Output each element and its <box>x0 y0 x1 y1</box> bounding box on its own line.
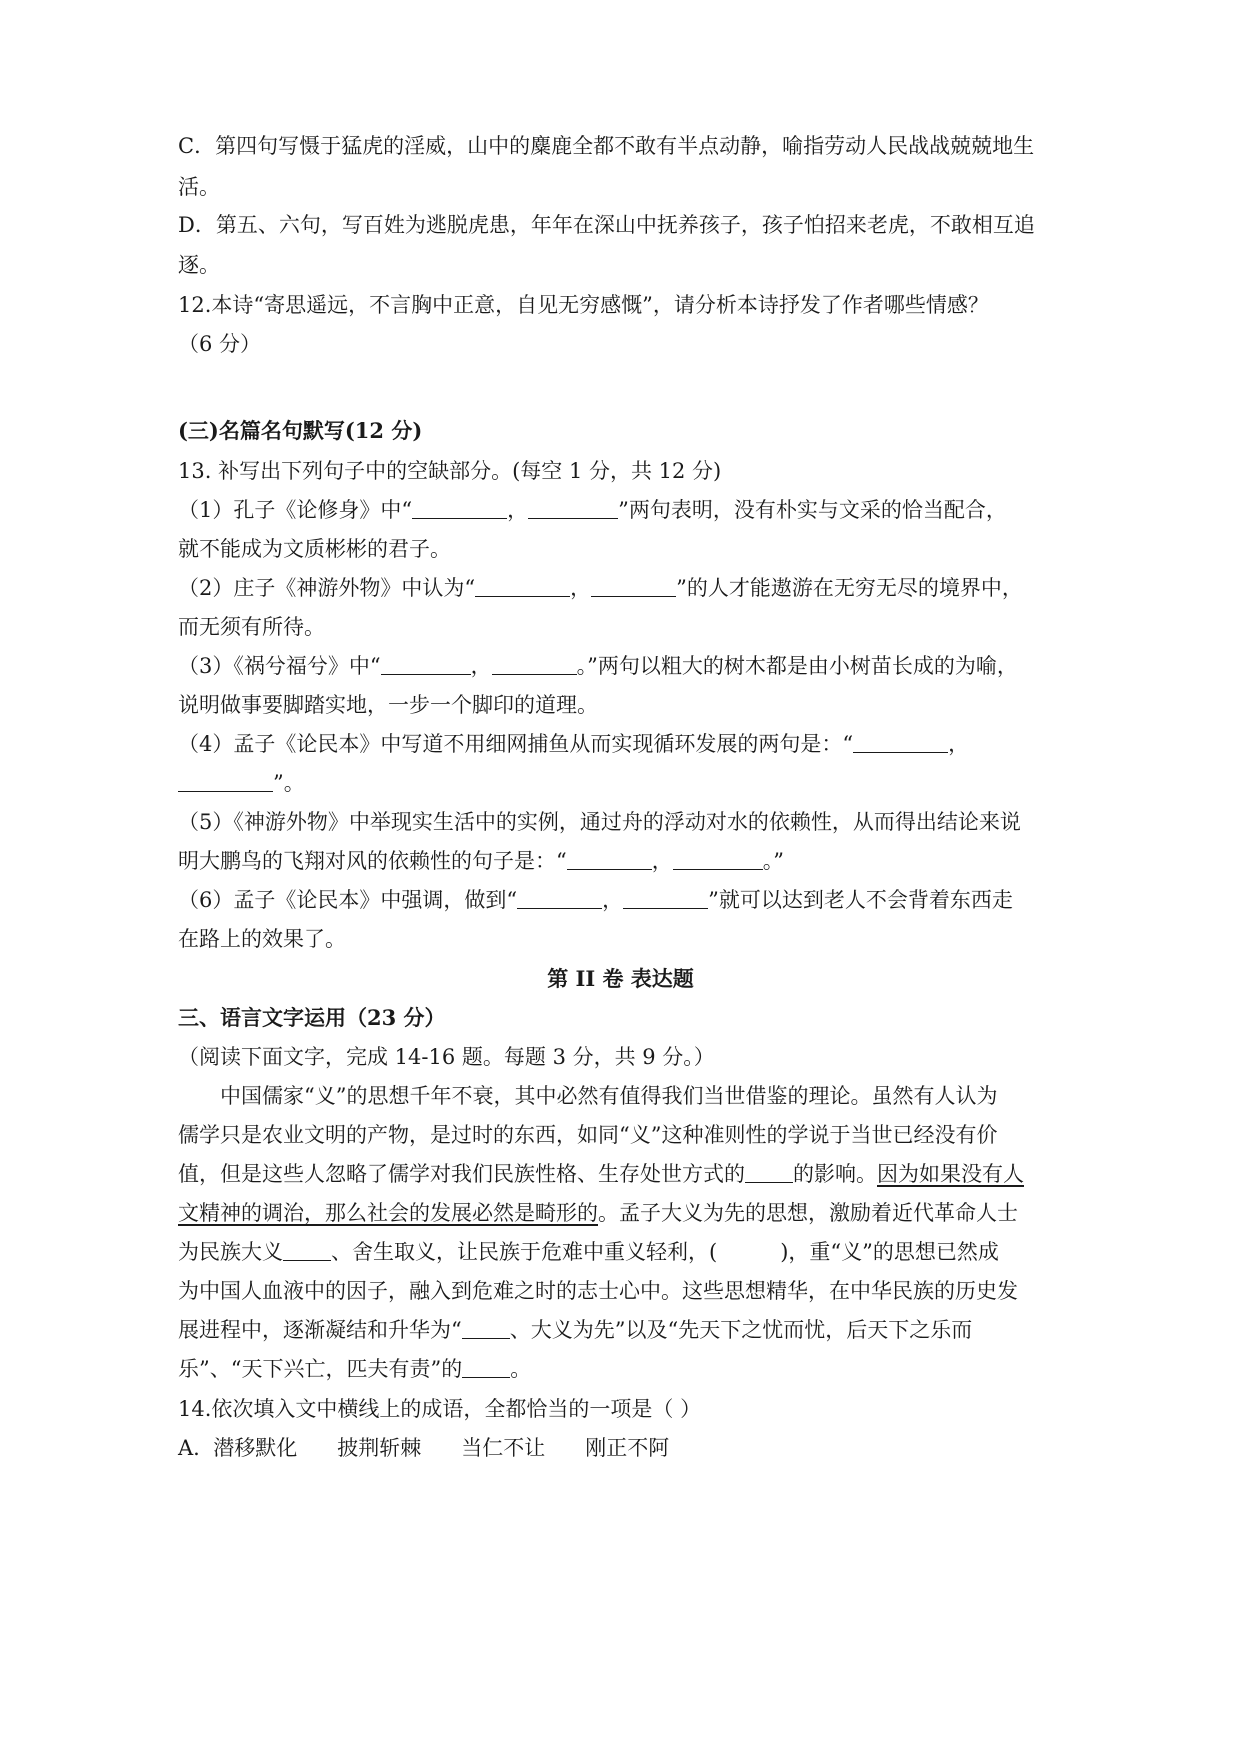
passage-line-5: 为民族大义 、舍生取义，让民族于危难中重义轻利，( )，重“义”的思想已然成 <box>178 1240 999 1264</box>
passage-line-7: 展进程中，逐渐凝结和升华为“ 、大义为先”以及“先天下之忧而忧，后天下之乐而 <box>178 1318 973 1342</box>
question-13-stem: 13. 补写出下列句子中的空缺部分。(每空 1 分，共 12 分) <box>178 459 722 483</box>
question-13-item-1-line2: 就不能成为文质彬彬的君子。 <box>178 537 451 561</box>
answer-blank[interactable] <box>528 498 618 519</box>
idiom-blank[interactable] <box>283 1240 331 1261</box>
part-2-title: 第 II 卷 表达题 <box>547 966 694 991</box>
option-label: A. <box>178 1436 200 1460</box>
question-13-item-2: （2）庄子《神游外物》中认为“ ， ”的人才能遨游在无穷无尽的境界中， <box>178 576 1023 600</box>
passage-line-4: 文精神的调治，那么社会的发展必然是畸形的。孟子大义为先的思想，激励着近代革命人士 <box>178 1201 1018 1225</box>
option-d-line2: 逐。 <box>178 253 220 277</box>
question-13-item-6-line2: 在路上的效果了。 <box>178 927 346 951</box>
option-c-line1: C．第四句写慑于猛虎的淫威，山中的麋鹿全都不敢有半点动静，喻指劳动人民战战兢兢地生 <box>178 134 1035 158</box>
question-13-item-6: （6）孟子《论民本》中强调，做到“ ， ”就可以达到老人不会背着东西走 <box>178 888 1013 912</box>
underlined-sentence: 因为如果没有人 <box>877 1162 1024 1186</box>
question-13-item-5: 明大鹏鸟的飞翔对风的依赖性的句子是：“ ， 。” <box>178 849 784 873</box>
option-c-line2: 活。 <box>178 175 220 199</box>
passage-line-8: 乐”、“天下兴亡，匹夫有责”的 。 <box>178 1357 532 1381</box>
question-13-item-2-line2: 而无须有所待。 <box>178 615 325 639</box>
idiom-blank[interactable] <box>462 1318 510 1339</box>
question-12-line2: （6 分） <box>178 332 262 356</box>
question-13-item-5-line1: （5）《神游外物》中举现实生活中的实例，通过舟的浮动对水的依赖性，从而得出结论来说 <box>178 810 1021 834</box>
option-d-line1: D．第五、六句，写百姓为逃脱虎患，年年在深山中抚养孩子，孩子怕招来老虎，不敢相互追 <box>178 213 1035 237</box>
passage-line-1: 中国儒家“义”的思想千年不衰，其中必然有值得我们当世借鉴的理论。虽然有人认为 <box>220 1084 998 1108</box>
question-14-stem: 14.依次填入文中横线上的成语，全都恰当的一项是（ ） <box>178 1397 702 1421</box>
idiom-blank[interactable] <box>745 1162 793 1183</box>
answer-blank[interactable] <box>178 771 273 792</box>
option-word: 刚正不阿 <box>585 1436 670 1460</box>
option-word: 披荆斩棘 <box>337 1436 422 1460</box>
option-word: 当仁不让 <box>461 1436 546 1460</box>
question-13-item-3: （3）《祸兮福兮》中“ ， 。”两句以粗大的树木都是由小树苗长成的为喻， <box>178 654 1018 678</box>
answer-blank[interactable] <box>591 576 676 597</box>
passage-line-2: 儒学只是农业文明的产物，是过时的东西，如同“义”这种准则性的学说于当世已经没有价 <box>178 1123 998 1147</box>
option-word: 潜移默化 <box>213 1436 298 1460</box>
section-title-recitation: (三)名篇名句默写(12 分) <box>178 418 423 443</box>
answer-blank[interactable] <box>492 654 577 675</box>
underlined-sentence: 文精神的调治，那么社会的发展必然是畸形的 <box>178 1201 598 1225</box>
answer-blank[interactable] <box>567 849 652 870</box>
idiom-blank[interactable] <box>462 1357 510 1378</box>
question-13-item-4-line2: ”。 <box>178 768 1068 798</box>
question-13-item-4: （4）孟子《论民本》中写道不用细网捕鱼从而实现循环发展的两句是：“ ， <box>178 732 970 756</box>
question-13-item-1: （1）孔子《论修身》中“ ， ”两句表明，没有朴实与文采的恰当配合， <box>178 498 1007 522</box>
passage-line-3: 值，但是这些人忽略了儒学对我们民族性格、生存处世方式的 的影响。因为如果没有人 <box>178 1162 1024 1186</box>
answer-blank[interactable] <box>517 888 602 909</box>
reading-instructions: （阅读下面文字，完成 14-16 题。每题 3 分，共 9 分。） <box>178 1045 715 1069</box>
answer-blank[interactable] <box>623 888 708 909</box>
answer-blank[interactable] <box>412 498 507 519</box>
section-title-language-use: 三、语言文字运用（23 分） <box>178 1005 446 1030</box>
question-13-item-3-line2: 说明做事要脚踏实地，一步一个脚印的道理。 <box>178 693 598 717</box>
answer-blank[interactable] <box>673 849 763 870</box>
answer-blank[interactable] <box>475 576 570 597</box>
question-14-option-a[interactable] <box>178 1433 1068 1463</box>
question-12-line1: 12.本诗“寄思遥远，不言胸中正意，自见无穷感慨”，请分析本诗抒发了作者哪些情感？ <box>178 293 989 317</box>
answer-blank[interactable] <box>853 732 948 753</box>
passage-line-6: 为中国人血液中的因子，融入到危难之时的志士心中。这些思想精华，在中华民族的历史发 <box>178 1279 1018 1303</box>
answer-blank[interactable] <box>381 654 471 675</box>
